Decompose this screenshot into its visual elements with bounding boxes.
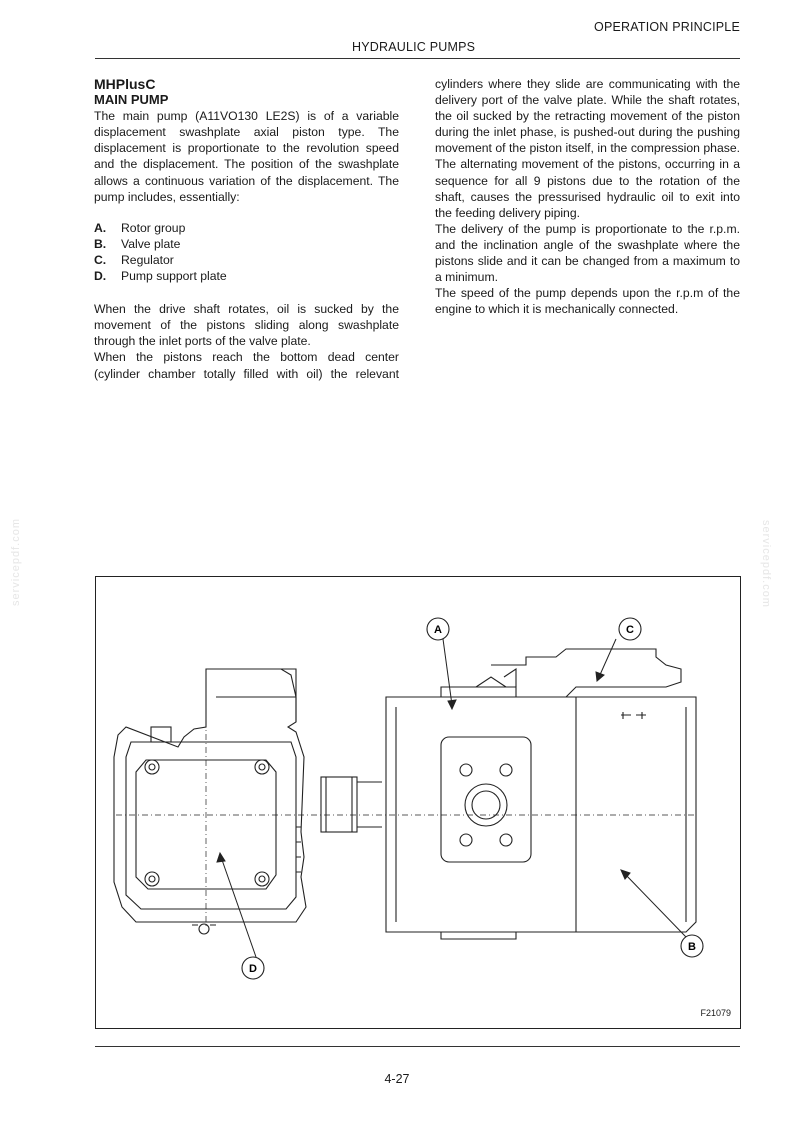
- page-number: 4-27: [384, 1072, 410, 1086]
- part-letter: C.: [94, 252, 107, 267]
- list-item: [94, 252, 399, 268]
- callout-b: B: [688, 941, 696, 953]
- pump-figure: [95, 576, 741, 1029]
- callout-c: C: [626, 624, 634, 636]
- part-letter: A.: [94, 220, 107, 235]
- paragraph-speed: The speed of the pump depends upon the r.p.m of the engine to which it is mechanically connected.: [435, 286, 740, 317]
- part-label: Valve plate: [121, 236, 181, 251]
- figure-code: F21079: [700, 1008, 731, 1018]
- callout-a: A: [434, 624, 442, 636]
- header-divider: [95, 58, 740, 59]
- pump-drawing: [96, 577, 740, 1028]
- list-item: [94, 268, 399, 284]
- part-letter: D.: [94, 269, 107, 284]
- intro-paragraph: The main pump (A11VO130 LE2S) is of a variable displacement swashplate axial piston type. The displacement is proportionate to the revolution speed and the displacement. The position of the swashplate allows a continuous variation of the displacement. The pump includes, essentially:: [94, 109, 399, 204]
- paragraph-delivery: The delivery of the pump is proportionate to the r.p.m. and the inclination angle of the swashplate where the pistons slide and it can be changed from a maximum to a minimum.: [435, 221, 740, 285]
- list-item: [94, 220, 399, 236]
- model-heading: MHPlusC: [94, 76, 156, 92]
- watermark-right: servicepdf.com: [760, 520, 772, 608]
- section-header: OPERATION PRINCIPLE: [594, 20, 740, 34]
- text-column-left: [94, 76, 399, 382]
- part-label: Rotor group: [121, 220, 186, 235]
- paragraph-drive-shaft: When the drive shaft rotates, oil is sucked by the movement of the pistons sliding along swashplate through the inlet ports of the valve plate.: [94, 302, 399, 349]
- watermark-left: servicepdf.com: [10, 518, 22, 606]
- part-label: Pump support plate: [121, 269, 227, 284]
- paragraph-dead-center: When the pistons reach the bottom dead center (cylinder chamber totally filled with oil) the relevant: [94, 350, 399, 381]
- section-title: MAIN PUMP: [94, 92, 169, 108]
- part-label: Regulator: [121, 252, 174, 267]
- parts-list: [94, 220, 399, 284]
- part-letter: B.: [94, 236, 107, 251]
- subsection-header: HYDRAULIC PUMPS: [352, 40, 476, 54]
- footer-divider: [95, 1046, 740, 1047]
- paragraph-dead-center-cont: cylinders where they slide are communicating with the delivery port of the valve plate. While the shaft rotates, the oil sucked by the retracting movement of the piston during the inlet phase, is pushed-out during the pushing movement of the piston itself, in the compression phase. The alternating movement of the pistons, occurring in a sequence for all 9 pistons due to the rotation of the shaft, causes the pressurised hydraulic oil to exit into the feeding delivery piping.: [435, 77, 740, 220]
- text-column-right: [435, 76, 740, 317]
- list-item: [94, 236, 399, 252]
- callout-d: D: [249, 963, 257, 975]
